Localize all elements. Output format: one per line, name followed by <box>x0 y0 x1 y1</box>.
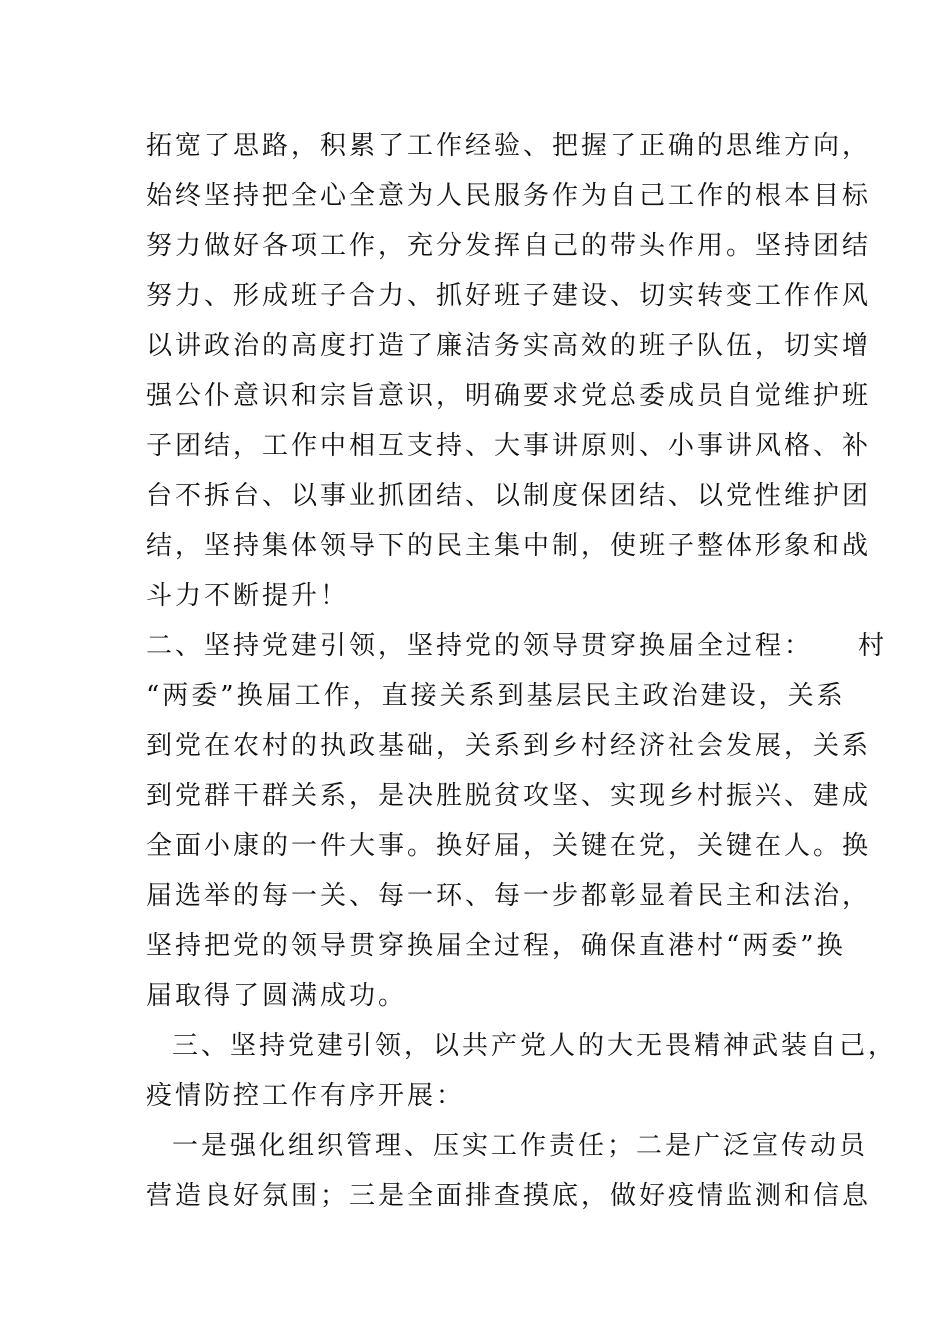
text-line: 疫情防控工作有序开展： <box>146 1081 466 1111</box>
text-line: 届取得了圆满成功。 <box>146 981 408 1011</box>
section-heading-3: 三、坚持党建引领，以共产党人的大无畏精神武装自己， <box>172 1031 898 1061</box>
text-line: 到党在农村的执政基础，关系到乡村经济社会发展，关系 <box>146 731 872 761</box>
section-heading-2: 二、坚持党建引领，坚持党的领导贯穿换届全过程： 村 <box>146 631 888 661</box>
text-line: “两委”换届工作，直接关系到基层民主政治建设，关系 <box>146 681 846 711</box>
text-line: 坚持把党的领导贯穿换届全过程，确保直港村“两委”换 <box>146 931 846 961</box>
text-line: 斗力不断提升！ <box>146 581 350 611</box>
text-line: 到党群干群关系，是决胜脱贫攻坚、实现乡村振兴、建成 <box>146 781 872 811</box>
text-line: 届选举的每一关、每一环、每一步都彰显着民主和法治， <box>146 881 872 911</box>
text-line: 子团结，工作中相互支持、大事讲原则、小事讲风格、补 <box>146 431 872 461</box>
text-line: 拓宽了思路，积累了工作经验、把握了正确的思维方向， <box>146 131 872 161</box>
document-body <box>146 121 898 1221</box>
text-line: 全面小康的一件大事。换好届，关键在党，关键在人。换 <box>146 831 872 861</box>
text-line: 强公仆意识和宗旨意识，明确要求党总委成员自觉维护班 <box>146 381 872 411</box>
text-line: 营造良好氛围；三是全面排查摸底，做好疫情监测和信息 <box>146 1181 872 1211</box>
text-line: 努力做好各项工作，充分发挥自己的带头作用。坚持团结 <box>146 231 872 261</box>
text-line: 台不拆台、以事业抓团结、以制度保团结、以党性维护团 <box>146 481 872 511</box>
text-line: 努力、形成班子合力、抓好班子建设、切实转变工作作风 <box>146 281 872 311</box>
text-line: 以讲政治的高度打造了廉洁务实高效的班子队伍，切实增 <box>146 331 872 361</box>
text-line: 始终坚持把全心全意为人民服务作为自己工作的根本目标 <box>146 181 872 211</box>
text-line: 一是强化组织管理、压实工作责任；二是广泛宣传动员 <box>172 1131 869 1161</box>
text-line: 结，坚持集体领导下的民主集中制，使班子整体形象和战 <box>146 531 872 561</box>
